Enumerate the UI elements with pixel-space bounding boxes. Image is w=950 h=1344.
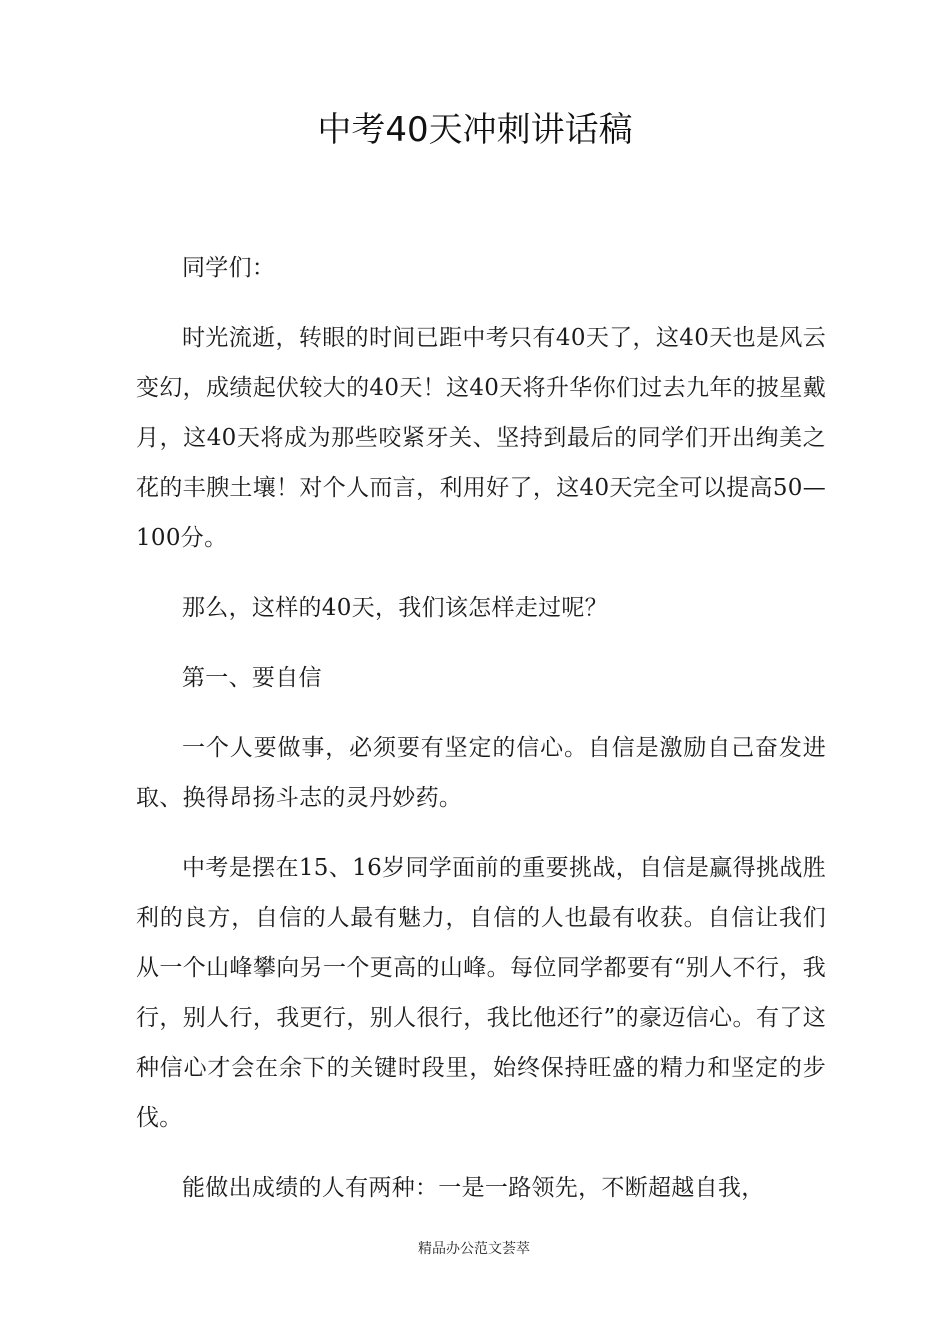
- paragraph-greeting: 同学们：: [182, 255, 276, 281]
- section-heading-confidence: 第一、要自信: [182, 665, 322, 691]
- paragraph-two-kinds: 能做出成绩的人有两种：一是一路领先，不断超越自我，: [182, 1175, 765, 1201]
- paragraph-question: 那么，这样的40天，我们该怎样走过呢？: [182, 595, 608, 621]
- document-body: [136, 243, 826, 1233]
- page-footer: 精品办公范文荟萃: [418, 1241, 530, 1257]
- document-title: 中考40天冲刺讲话稿: [317, 110, 633, 150]
- paragraph-confidence-1: 一个人要做事，必须要有坚定的信心。自信是激励自己奋发进取、换得昂扬斗志的灵丹妙药。: [136, 735, 826, 811]
- paragraph-intro: 时光流逝，转眼的时间已距中考只有40天了，这40天也是风云变幻，成绩起伏较大的40天！这40天将升华你们过去九年的披星戴月，这40天将成为那些咬紧牙关、坚持到最后的同学们开出绚美之花的丰腴土壤！对个人而言，利用好了，这40天完全可以提高50—100分。: [136, 325, 826, 551]
- paragraph-confidence-2: 中考是摆在15、16岁同学面前的重要挑战，自信是赢得挑战胜利的良方，自信的人最有魅力，自信的人也最有收获。自信让我们从一个山峰攀向另一个更高的山峰。每位同学都要有“别人不行，我行，别人行，我更行，别人很行，我比他还行”的豪迈信心。有了这种信心才会在余下的关键时段里，始终保持旺盛的精力和坚定的步伐。: [136, 855, 826, 1131]
